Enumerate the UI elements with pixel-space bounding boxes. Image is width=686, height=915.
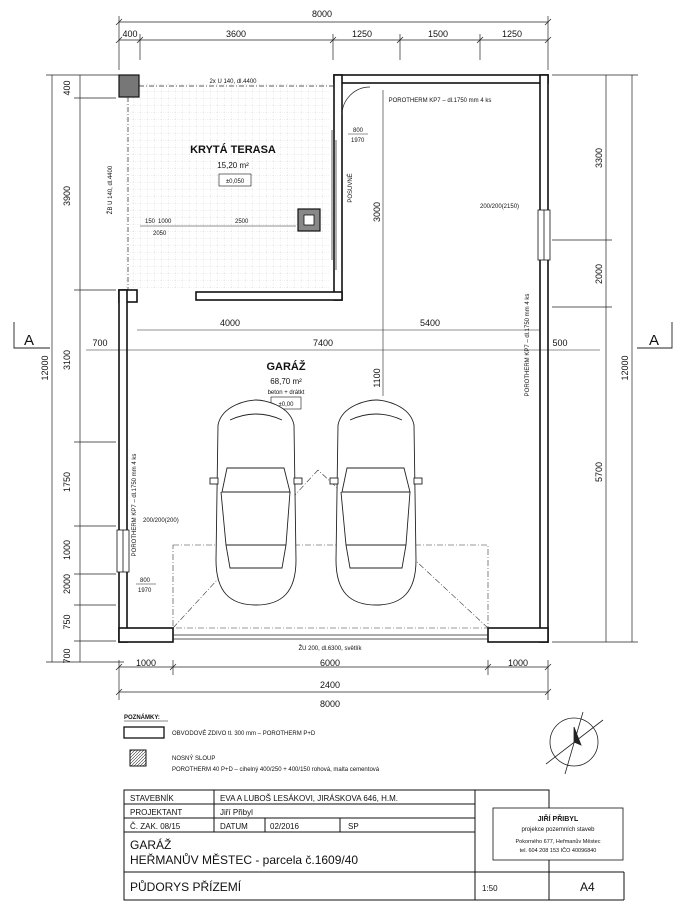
door-left-height: 1970 <box>138 588 152 594</box>
tb-project-1: GARÁŽ <box>130 838 172 852</box>
dim-right-3: 5700 <box>594 461 604 483</box>
dim-terrace-2500: 2500 <box>235 219 249 225</box>
dim-terrace-2050: 2050 <box>153 231 167 237</box>
lintel-top-label: POROTHERM KP7 – dl.1750 mm 4 ks <box>388 98 492 104</box>
section-mark-right: A <box>649 332 660 349</box>
dim-left-total: 12000 <box>40 355 50 381</box>
legend-column-2: POROTHERM 40 P+D – cihelný 400/250 + 400/150 rohová, malta cementová <box>172 767 380 773</box>
dim-bottom-total: 8000 <box>319 699 341 709</box>
dim-right-2: 2000 <box>594 263 604 285</box>
garage-name: GARÁŽ <box>266 361 306 373</box>
north-arrow-icon <box>546 712 603 774</box>
dim-inner-500: 500 <box>552 338 568 348</box>
section-mark-left: A <box>24 332 35 349</box>
terrace-name: KRYTÁ TERASA <box>190 144 276 156</box>
tb-scale: 1:50 <box>482 884 498 893</box>
legend-column-swatch <box>130 750 146 766</box>
tb-stamp-tel: tel. 604 208 153 IČO 40096840 <box>519 848 597 854</box>
tb-client-label: STAVEBNÍK <box>130 794 174 803</box>
car-right <box>330 400 422 605</box>
tb-phase: SP <box>348 822 359 831</box>
terrace-area: 15,20 m² <box>217 161 249 170</box>
dim-top-total: 8000 <box>311 9 333 19</box>
dim-bottom-mid: 2400 <box>319 680 341 690</box>
terrace-level: ±0,050 <box>225 179 245 185</box>
window-left-label: 200/200(200) <box>143 518 179 524</box>
dim-left-8: 700 <box>62 648 72 664</box>
dim-bottom-2: 6000 <box>319 658 341 668</box>
gate-lintel <box>173 635 488 639</box>
left-dimensions <box>46 75 124 662</box>
dim-left-5: 1000 <box>62 539 72 561</box>
legend-wall: OBVODOVÉ ZDIVO tl. 300 mm – POROTHERM P+D <box>172 731 316 737</box>
tb-date: 02/2016 <box>270 822 299 831</box>
door-top-height: 1970 <box>351 138 365 144</box>
dim-left-3: 3100 <box>62 349 72 371</box>
section-marks <box>14 322 672 348</box>
dim-left-6: 2000 <box>62 573 72 595</box>
garage-floor: beton + drátkt <box>267 390 305 396</box>
tb-stamp-name: JIŘÍ PŘIBYL <box>537 816 579 823</box>
dim-top-1: 400 <box>122 29 138 39</box>
dim-left-7: 750 <box>62 614 72 630</box>
car-left <box>210 400 302 605</box>
dim-inner-3000: 3000 <box>372 201 382 223</box>
dim-bottom-1: 1000 <box>135 658 157 668</box>
dim-top-4: 1500 <box>427 29 449 39</box>
column-terrace-core <box>304 215 314 225</box>
dim-top-2: 3600 <box>225 29 247 39</box>
tb-date-label: DATUM <box>220 822 248 831</box>
dim-terrace-150: 150 <box>145 219 156 225</box>
dim-inner-1100: 1100 <box>372 368 382 388</box>
tb-stamp-addr: Pokorného 677, Heřmanův Městec <box>515 839 601 845</box>
garage-area: 68,70 m² <box>270 377 302 386</box>
window-right-label: 200/200(2150) <box>480 204 520 210</box>
dim-left-1: 400 <box>62 80 72 96</box>
lintel-right-label: POROTHERM KP7 – dl.1750 mm 4 ks <box>525 293 531 397</box>
dim-left-2: 3900 <box>62 185 72 207</box>
tb-designer-label: PROJEKTANT <box>130 808 183 817</box>
top-dimensions <box>116 16 551 70</box>
dim-left-4: 1750 <box>62 471 72 493</box>
tb-client: EVA A LUBOŠ LESÁKOVI, JIRÁSKOVA 646, H.M. <box>220 794 399 803</box>
tb-stamp-role: projekce pozemních staveb <box>521 827 595 833</box>
dim-right-total: 12000 <box>620 355 630 381</box>
tb-order: Č. ZAK. 08/15 <box>130 822 181 831</box>
dim-inner-700: 700 <box>92 338 108 348</box>
dim-top-3: 1250 <box>351 29 373 39</box>
door-top <box>342 85 370 115</box>
dim-inner-7400: 7400 <box>312 338 334 348</box>
dim-right-1: 3300 <box>594 147 604 169</box>
legend-title: POZNÁMKY: <box>124 715 160 721</box>
dim-inner-4000: 4000 <box>219 318 241 328</box>
door-left-width: 800 <box>140 578 151 584</box>
dim-inner-5400: 5400 <box>419 318 441 328</box>
garage-level: ±0,00 <box>278 402 294 408</box>
tb-project-2: HEŘMANŮV MĚSTEC - parcela č.1609/40 <box>130 853 359 867</box>
dim-terrace-1000: 1000 <box>158 219 172 225</box>
door-top-width: 800 <box>353 128 364 134</box>
legend-wall-swatch <box>124 727 164 738</box>
tb-designer: Jiří Přibyl <box>220 808 253 817</box>
tb-format: A4 <box>580 880 595 894</box>
dim-top-5: 1250 <box>501 29 523 39</box>
beam-left-label: ŽB U 140, dl.4400 <box>108 165 114 215</box>
column-corner <box>119 75 139 97</box>
dim-bottom-3: 1000 <box>507 658 529 668</box>
beam-top-label: 2x U 140, dl.4400 <box>209 79 257 85</box>
lintel-left-label: POROTHERM KP7 – dl.1750 mm 4 ks <box>132 453 138 557</box>
legend-column-1: NOSNÝ SLOUP <box>172 756 216 762</box>
gate-label: ŽU 200, dl.6300, světlík <box>298 646 362 652</box>
sliding-label: POSUVNÉ <box>348 173 354 203</box>
tb-drawing: PŮDORYS PŘÍZEMÍ <box>130 880 242 894</box>
